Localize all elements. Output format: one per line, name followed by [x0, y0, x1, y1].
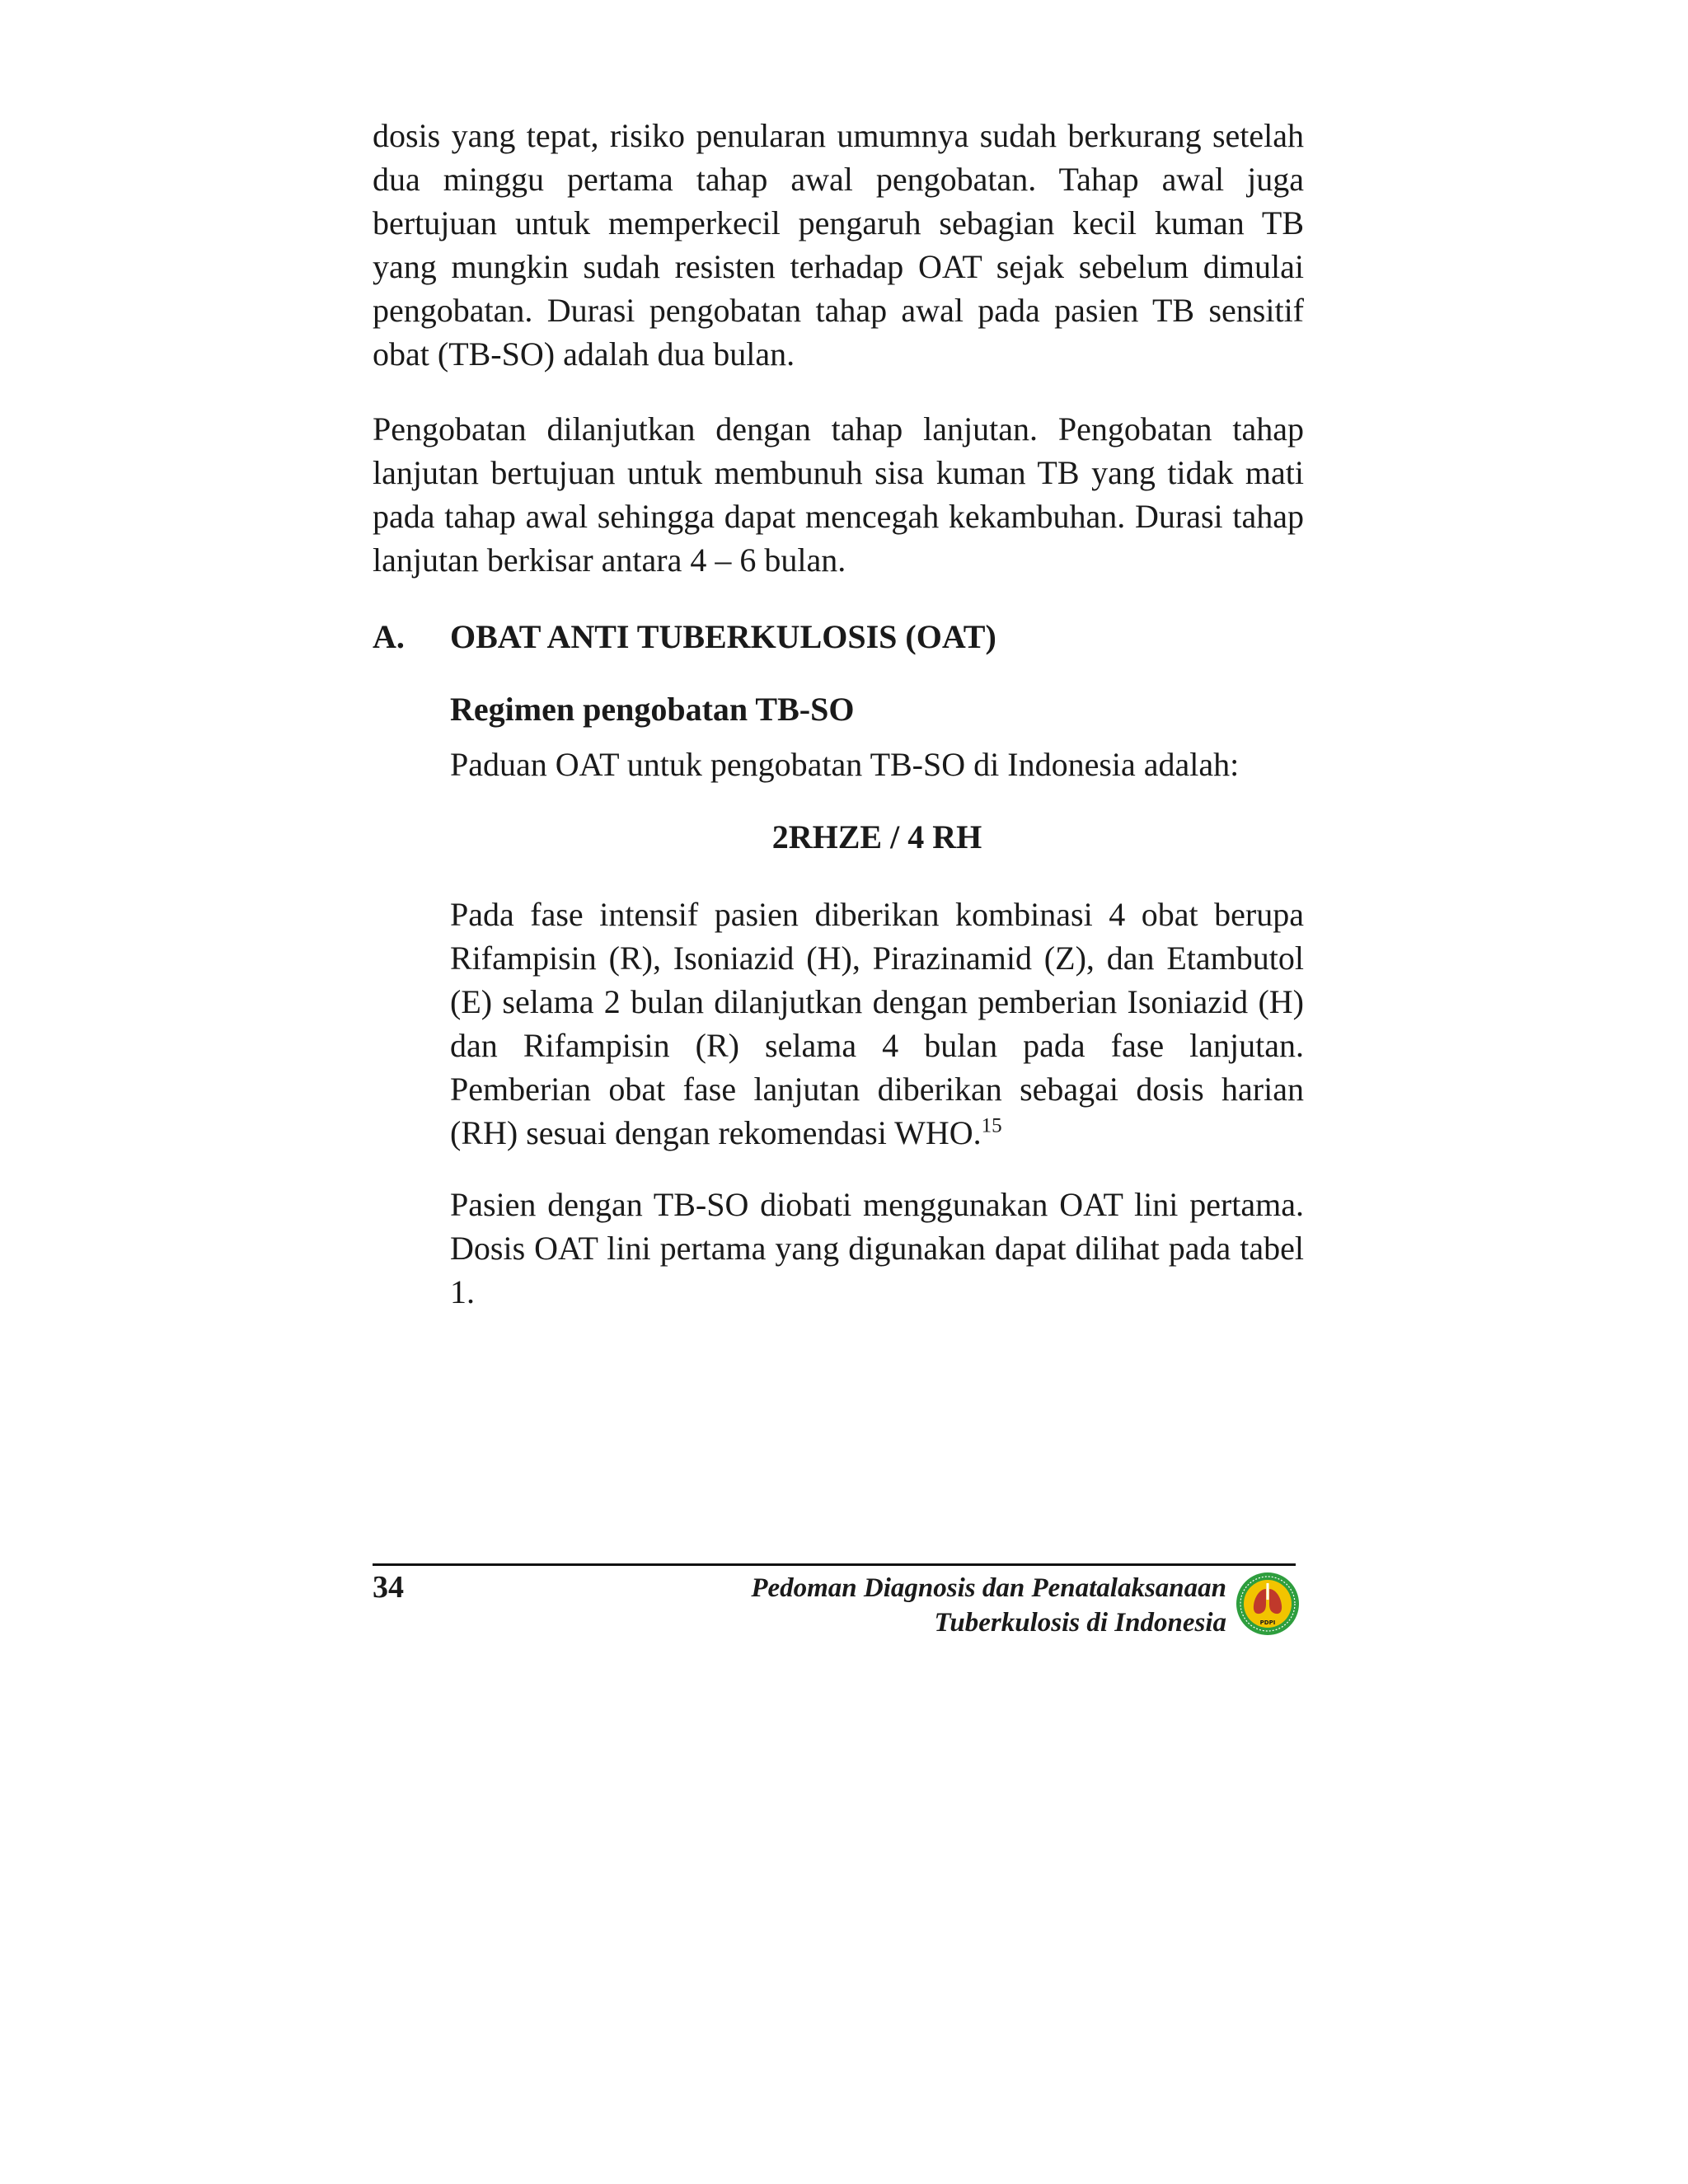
logo-trachea	[1267, 1583, 1269, 1600]
lungs-emblem-icon	[1235, 1571, 1301, 1637]
footer-title-line-2: Tuberkulosis di Indonesia	[934, 1608, 1226, 1638]
paragraph-intensive-phase-text: Pada fase intensif pasien diberikan kombinasi 4 obat berupa Rifampisin (R), Isoniazid (H), Pirazinamid (Z), dan Etambutol (E) selama 2 bulan dilanjutkan dengan pemberian Isoniazid (H) dan Rifampisin (R) selama 4 bulan pada fase lanjutan. Pemberian obat fase lanjutan diberikan sebagai dosis harian (RH) sesuai dengan rekomendasi WHO.	[450, 896, 1304, 1151]
paragraph-first-line-oat: Pasien dengan TB-SO diobati menggunakan OAT lini pertama. Dosis OAT lini pertama yang digunakan dapat dilihat pada tabel 1.	[450, 1186, 1304, 1310]
paragraph-initial-phase: dosis yang tepat, risiko penularan umumnya sudah berkurang setelah dua minggu pertama tahap awal pengobatan. Tahap awal juga bertujuan untuk memperkecil pengaruh sebagian kecil kuman TB yang mungkin sudah resisten terhadap OAT sejak sebelum dimulai pengobatan. Durasi pengobatan tahap awal pada pasien TB sensitif obat (TB-SO) adalah dua bulan.	[373, 117, 1304, 373]
footer-title-line-1: Pedoman Diagnosis dan Penatalaksanaan	[751, 1573, 1226, 1603]
regimen-intro: Paduan OAT untuk pengobatan TB-SO di Indonesia adalah:	[450, 746, 1240, 783]
paragraph-continuation-phase: Pengobatan dilanjutkan dengan tahap lanjutan. Pengobatan tahap lanjutan bertujuan untuk membunuh sisa kuman TB yang tidak mati pada tahap awal sehingga dapat mencegah kekambuhan. Durasi tahap lanjutan berkisar antara 4 – 6 bulan.	[373, 410, 1304, 579]
section-letter: A.	[373, 618, 405, 655]
footer-divider	[373, 1563, 1296, 1566]
reference-superscript: 15	[981, 1114, 1002, 1137]
subsection-heading: Regimen pengobatan TB-SO	[450, 691, 855, 728]
regimen-formula: 2RHZE / 4 RH	[771, 818, 982, 855]
logo-text: PDPI	[1259, 1619, 1276, 1626]
footer-book-title	[751, 1571, 1226, 1640]
section-title: OBAT ANTI TUBERKULOSIS (OAT)	[450, 618, 996, 655]
section-heading	[373, 615, 996, 658]
page-number: 34	[373, 1570, 404, 1605]
paragraph-intensive-phase	[450, 893, 1304, 1155]
